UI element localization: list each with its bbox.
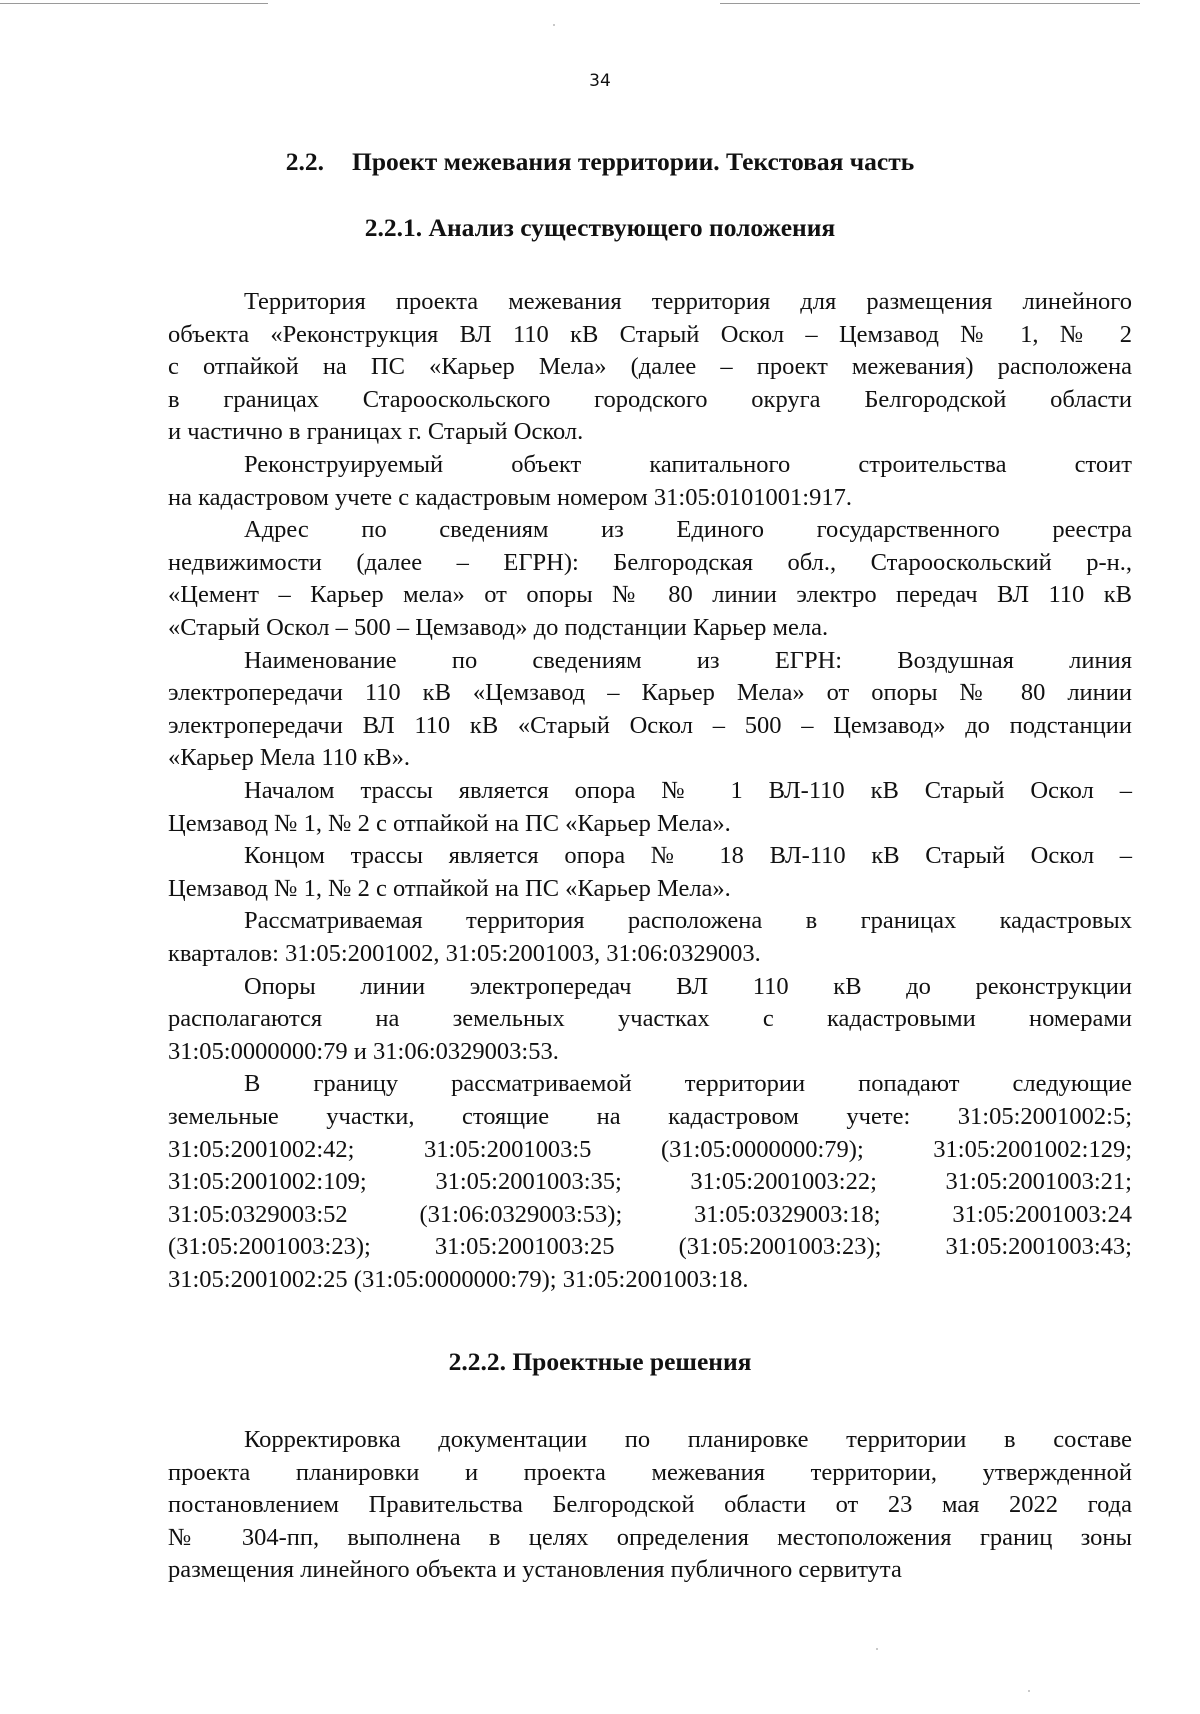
paragraph xyxy=(168,286,1132,449)
section-heading-2-2 xyxy=(0,146,1200,178)
paragraph-line: Опоры линии электропередач ВЛ 110 кВ до реконструкции xyxy=(244,972,1132,1000)
paragraph-line: № 304-пп, выполнена в целях определения местоположения границ зоны xyxy=(168,1523,1132,1551)
paragraph-line: кварталов: 31:05:2001002, 31:05:2001003, 31:06:0329003. xyxy=(168,939,761,967)
scan-speck xyxy=(1028,1690,1030,1692)
paragraph-line: земельные участки, стоящие на кадастровом учете: 31:05:2001002:5; xyxy=(168,1102,1132,1130)
paragraph-line: электропередачи ВЛ 110 кВ «Старый Оскол – 500 – Цемзавод» до подстанции xyxy=(168,711,1132,739)
paragraph xyxy=(168,1424,1132,1587)
paragraph xyxy=(168,1068,1132,1296)
paragraph-line: «Карьер Мела 110 кВ». xyxy=(168,744,410,772)
paragraph-line: в границах Старооскольского городского округа Белгородской области xyxy=(168,385,1132,413)
scan-speck xyxy=(553,24,555,26)
paragraph xyxy=(168,449,1132,514)
scan-edge-line xyxy=(720,3,1140,4)
paragraph-line: (31:05:2001003:23); 31:05:2001003:25 (31:05:2001003:23); 31:05:2001003:43; xyxy=(168,1233,1132,1261)
paragraph-line: объекта «Реконструкция ВЛ 110 кВ Старый Оскол – Цемзавод № 1, № 2 xyxy=(168,320,1132,348)
paragraph-line: размещения линейного объекта и установления публичного сервитута xyxy=(168,1556,902,1584)
paragraph-line: электропередачи 110 кВ «Цемзавод – Карьер Мела» от опоры № 80 линии xyxy=(168,679,1132,707)
paragraph-line: Рассматриваемая территория расположена в границах кадастровых xyxy=(244,907,1132,935)
paragraph xyxy=(168,840,1132,905)
paragraph-line: Адрес по сведениям из Единого государственного реестра xyxy=(244,516,1132,544)
paragraph xyxy=(168,775,1132,840)
paragraph-line: Территория проекта межевания территория для размещения линейного xyxy=(244,288,1132,315)
subsection-heading-2-2-2: 2.2.2. Проектные решения xyxy=(448,1347,752,1376)
paragraph xyxy=(168,971,1132,1069)
paragraph-line: 31:05:0000000:79 и 31:06:0329003:53. xyxy=(168,1037,559,1065)
paragraph-line: «Цемент – Карьер мела» от опоры № 80 линии электро передач ВЛ 110 кВ xyxy=(168,581,1132,609)
paragraph-line: Концом трассы является опора № 18 ВЛ-110 кВ Старый Оскол – xyxy=(244,842,1132,870)
paragraph-line: 31:05:0329003:52 (31:06:0329003:53); 31:05:0329003:18; 31:05:2001003:24 xyxy=(168,1200,1132,1228)
paragraph-line: 31:05:2001002:109; 31:05:2001003:35; 31:05:2001003:22; 31:05:2001003:21; xyxy=(168,1168,1132,1196)
paragraph-line: и частично в границах г. Старый Оскол. xyxy=(168,418,584,446)
paragraph-line: 31:05:2001002:42; 31:05:2001003:5 (31:05:0000000:79); 31:05:2001002:129; xyxy=(168,1135,1132,1163)
paragraph xyxy=(168,905,1132,970)
paragraph-line: недвижимости (далее – ЕГРН): Белгородская обл., Старооскольский р-н., xyxy=(168,548,1132,576)
paragraph-line: Наименование по сведениям из ЕГРН: Воздушная линия xyxy=(244,646,1132,674)
page-number: 34 xyxy=(589,71,611,91)
paragraph-line: располагаются на земельных участках с кадастровыми номерами xyxy=(168,1005,1132,1033)
paragraph-line: Началом трассы является опора № 1 ВЛ-110 кВ Старый Оскол – xyxy=(244,777,1132,804)
section-number: 2.2. xyxy=(285,147,324,176)
scan-speck xyxy=(876,1648,878,1650)
paragraph-line: с отпайкой на ПС «Карьер Мела» (далее – проект межевания) расположена xyxy=(168,353,1132,381)
section-title: Проект межевания территории. Текстовая часть xyxy=(351,147,915,176)
paragraph-line: В границу рассматриваемой территории попадают следующие xyxy=(244,1070,1132,1098)
paragraph-line: на кадастровом учете с кадастровым номером 31:05:0101001:917. xyxy=(168,483,852,511)
paragraph-line: 31:05:2001002:25 (31:05:0000000:79); 31:05:2001003:18. xyxy=(168,1265,749,1293)
paragraph-line: Корректировка документации по планировке территории в составе xyxy=(244,1426,1132,1453)
paragraph xyxy=(168,645,1132,775)
scan-edge-line xyxy=(0,3,268,4)
paragraph-line: Цемзавод № 1, № 2 с отпайкой на ПС «Карьер Мела». xyxy=(168,809,731,837)
paragraph-line: «Старый Оскол – 500 – Цемзавод» до подстанции Карьер мела. xyxy=(168,613,829,641)
paragraph-line: Реконструируемый объект капитального строительства стоит xyxy=(244,451,1132,478)
paragraph-line: постановлением Правительства Белгородской области от 23 мая 2022 года xyxy=(168,1491,1132,1519)
subsection-heading-2-2-1: 2.2.1. Анализ существующего положения xyxy=(364,213,836,242)
paragraph-line: Цемзавод № 1, № 2 с отпайкой на ПС «Карьер Мела». xyxy=(168,874,731,902)
paragraph xyxy=(168,514,1132,644)
paragraph-line: проекта планировки и проекта межевания территории, утвержденной xyxy=(168,1458,1132,1486)
